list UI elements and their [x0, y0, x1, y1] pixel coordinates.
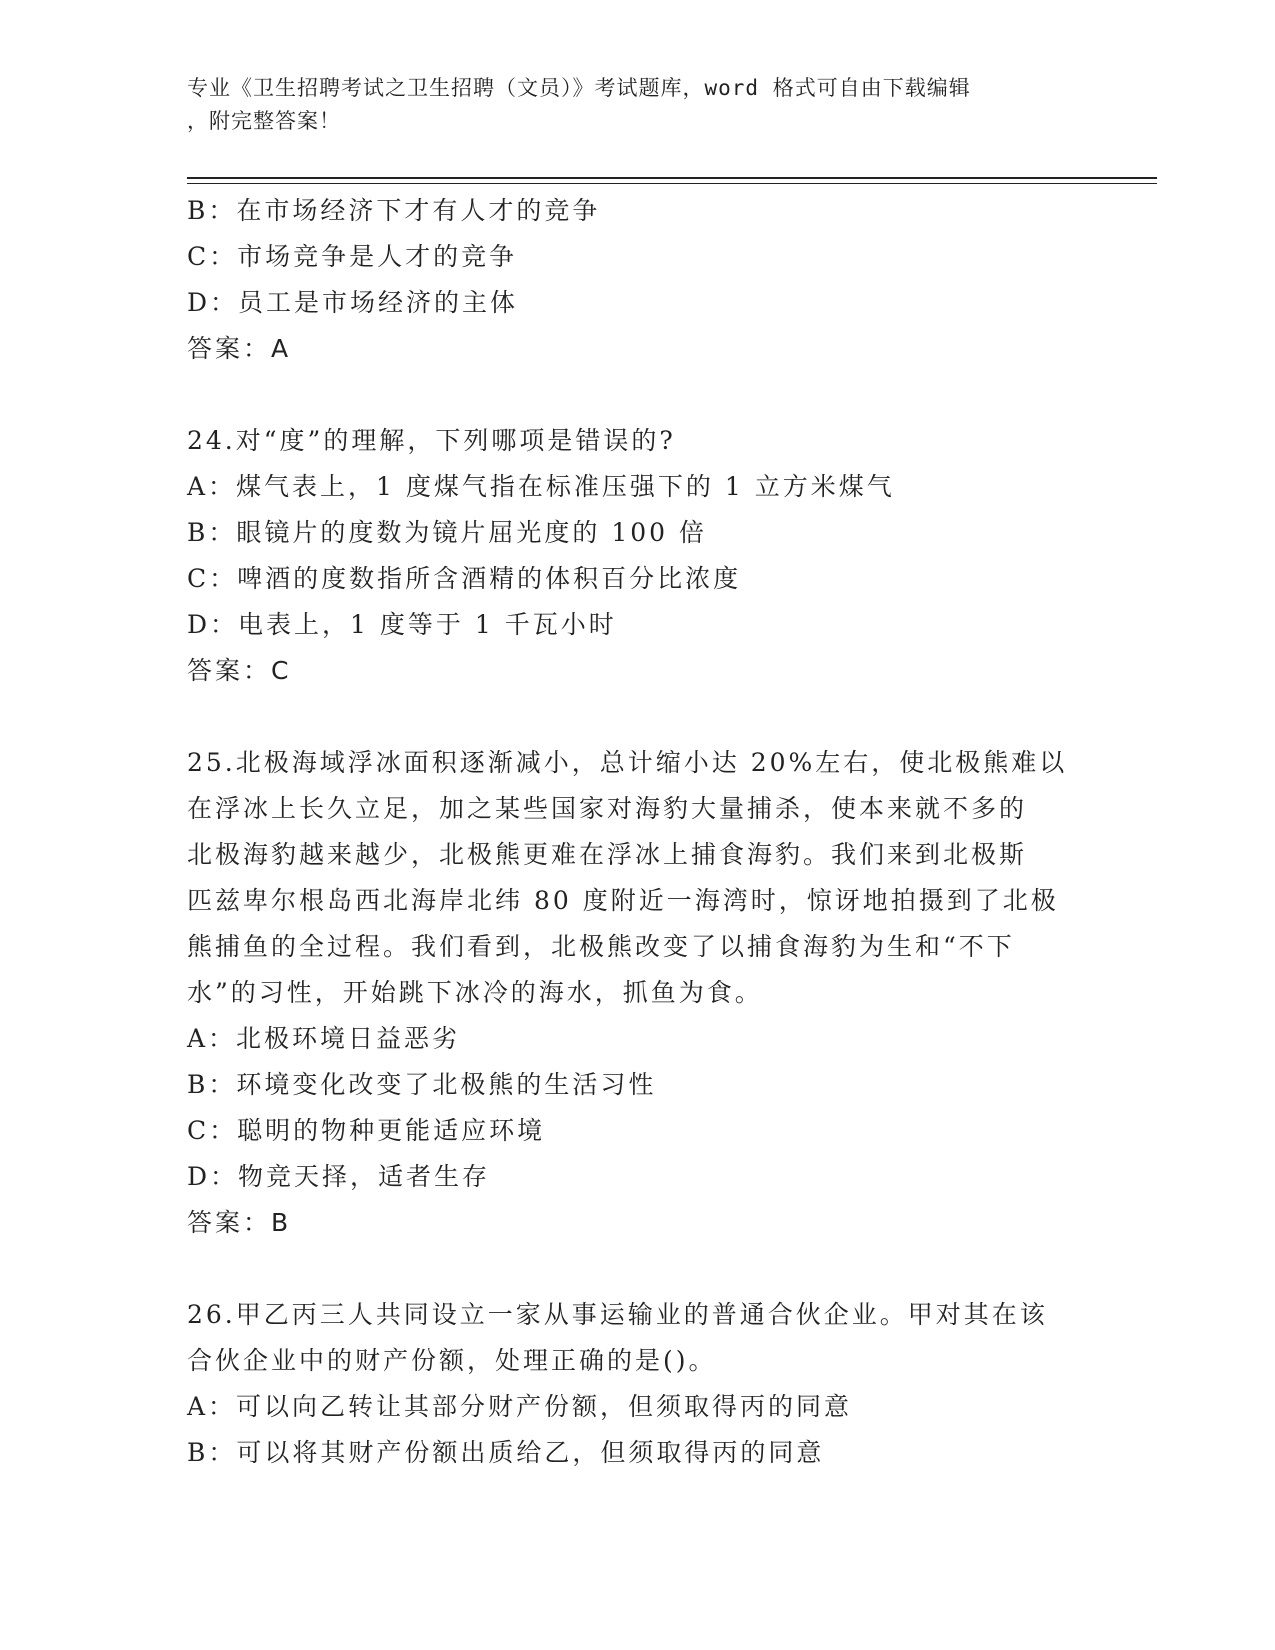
answer-line: 答案：C	[187, 656, 292, 685]
header-line-1: 专业《卫生招聘考试之卫生招聘（文员）》考试题库，word 格式可自由下载编辑	[187, 76, 971, 100]
page-header	[187, 72, 1067, 138]
option-d: D：物竞天择，适者生存	[187, 1162, 491, 1191]
question-25	[187, 740, 1087, 1246]
header-line-2: ，附完整答案！	[187, 109, 341, 133]
option-a: A：可以向乙转让其部分财产份额，但须取得丙的同意	[187, 1392, 853, 1421]
question-stem-line: 熊捕鱼的全过程。我们看到，北极熊改变了以捕食海豹为生和“不下	[187, 932, 1015, 961]
header-divider-thick	[187, 177, 1157, 179]
option-b: B：在市场经济下才有人才的竞争	[187, 196, 601, 225]
option-b: B：环境变化改变了北极熊的生活习性	[187, 1070, 657, 1099]
option-a: A：煤气表上，1 度煤气指在标准压强下的 1 立方米煤气	[187, 472, 895, 501]
option-d: D：员工是市场经济的主体	[187, 288, 519, 317]
question-stem-line: 25.北极海域浮冰面积逐渐减小，总计缩小达 20%左右，使北极熊难以	[187, 748, 1068, 777]
question-stem-line: 匹兹卑尔根岛西北海岸北纬 80 度附近一海湾时，惊讶地拍摄到了北极	[187, 886, 1059, 915]
header-divider-thin	[187, 183, 1157, 184]
answer-line: 答案：A	[187, 334, 292, 363]
question-26	[187, 1292, 1087, 1476]
option-b: B：可以将其财产份额出质给乙，但须取得丙的同意	[187, 1438, 825, 1467]
question-24	[187, 418, 1087, 694]
question-stem-line: 北极海豹越来越少，北极熊更难在浮冰上捕食海豹。我们来到北极斯	[187, 840, 1028, 869]
question-stem: 24.对“度”的理解，下列哪项是错误的?	[187, 426, 676, 455]
question-stem-line: 26.甲乙丙三人共同设立一家从事运输业的普通合伙企业。甲对其在该	[187, 1300, 1048, 1329]
option-d: D：电表上，1 度等于 1 千瓦小时	[187, 610, 617, 639]
option-c: C：啤酒的度数指所含酒精的体积百分比浓度	[187, 564, 742, 593]
question-stem-line: 合伙企业中的财产份额，处理正确的是()。	[187, 1346, 717, 1375]
question-stem-line: 在浮冰上长久立足，加之某些国家对海豹大量捕杀，使本来就不多的	[187, 794, 1028, 823]
answer-line: 答案：B	[187, 1208, 292, 1237]
option-c: C：聪明的物种更能适应环境	[187, 1116, 546, 1145]
option-c: C：市场竞争是人才的竞争	[187, 242, 518, 271]
document-page	[187, 0, 1157, 1650]
question-23	[187, 188, 1087, 372]
option-b: B：眼镜片的度数为镜片屈光度的 100 倍	[187, 518, 707, 547]
option-a: A：北极环境日益恶劣	[187, 1024, 461, 1053]
question-stem-line: 水”的习性，开始跳下冰冷的海水，抓鱼为食。	[187, 978, 763, 1007]
question-list	[187, 188, 1087, 1476]
